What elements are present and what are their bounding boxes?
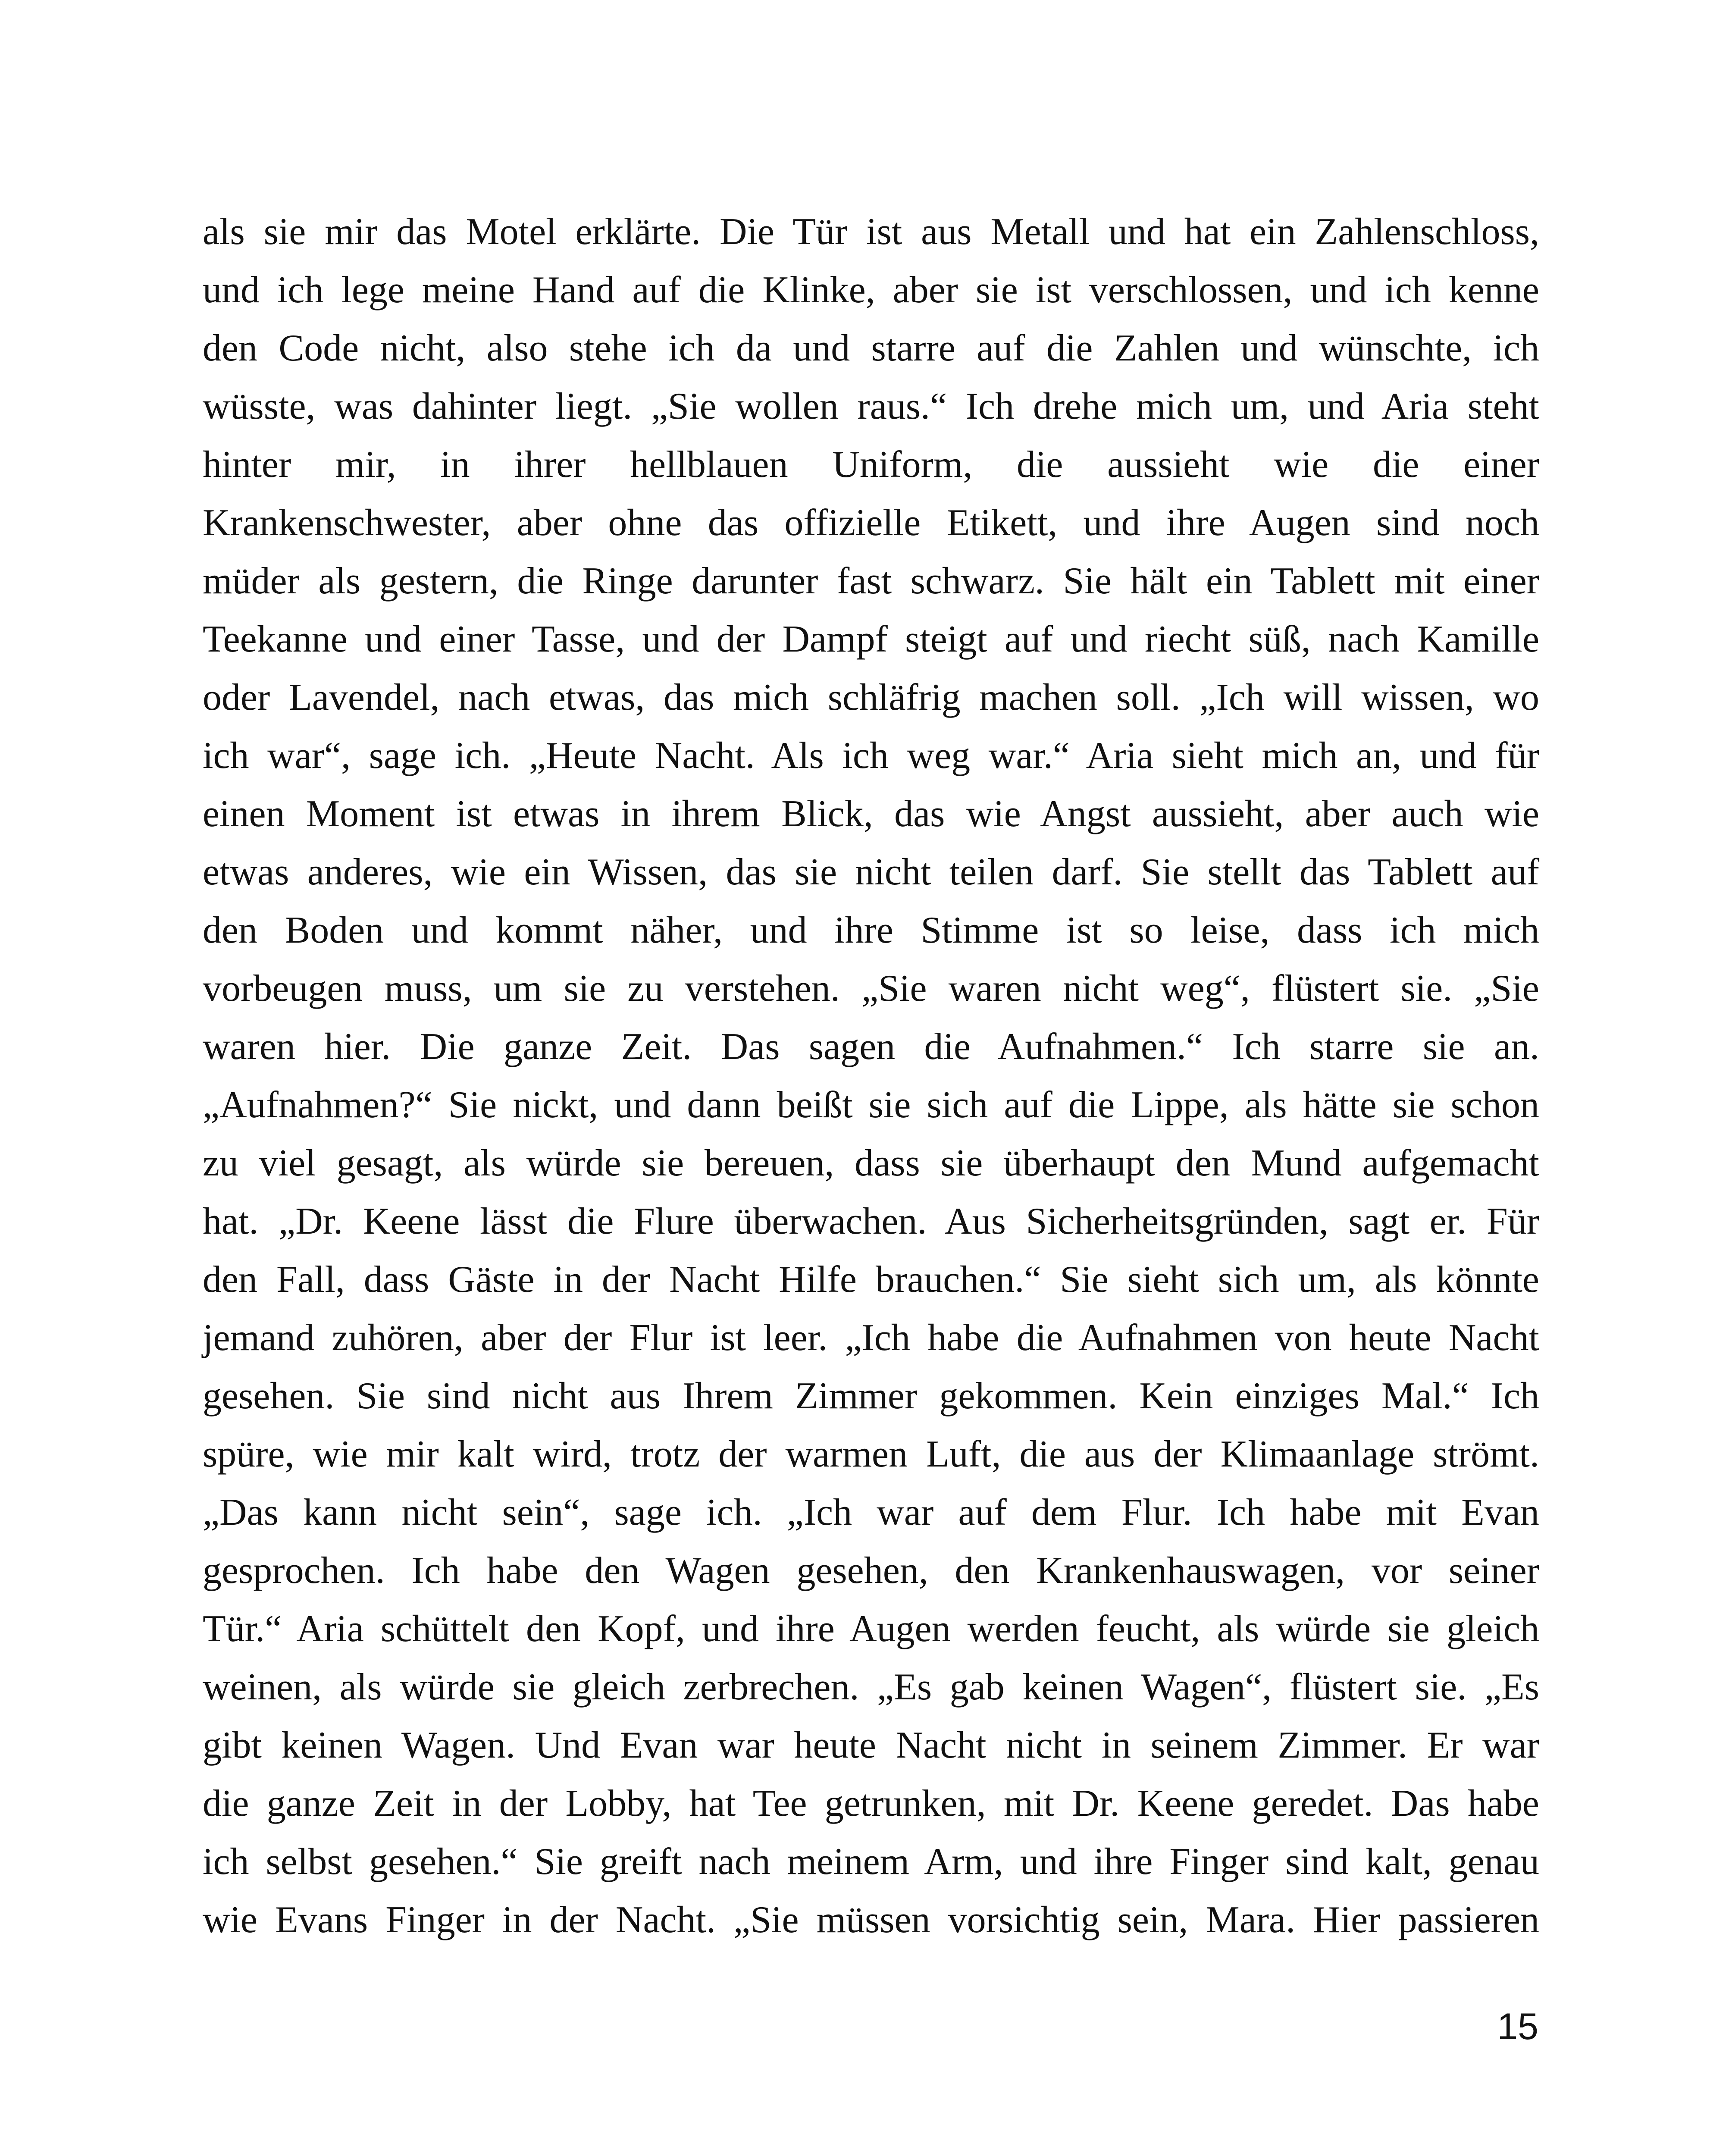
text-line: „Das kann nicht sein“, sage ich. „Ich war auf dem Flur. Ich habe mit Evan bbox=[203, 1492, 1539, 1533]
text-line: Teekanne und einer Tasse, und der Dampf steigt auf und riecht süß, nach Kamille bbox=[203, 618, 1539, 660]
text-line: die ganze Zeit in der Lobby, hat Tee getrunken, mit Dr. Keene geredet. Das habe bbox=[203, 1783, 1539, 1824]
text-line: spüre, wie mir kalt wird, trotz der warmen Luft, die aus der Klimaanlage strömt. bbox=[203, 1433, 1539, 1475]
page-number: 15 bbox=[1497, 2006, 1538, 2047]
text-line: jemand zuhören, aber der Flur ist leer. „Ich habe die Aufnahmen von heute Nacht bbox=[203, 1317, 1539, 1359]
text-line: weinen, als würde sie gleich zerbrechen. „Es gab keinen Wagen“, flüstert sie. „Es bbox=[203, 1666, 1539, 1708]
text-line: hinter mir, in ihrer hellblauen Uniform, die aussieht wie die einer bbox=[203, 444, 1539, 486]
text-line: ich war“, sage ich. „Heute Nacht. Als ich weg war.“ Aria sieht mich an, und für bbox=[203, 735, 1539, 777]
text-line: gesprochen. Ich habe den Wagen gesehen, den Krankenhauswagen, vor seiner bbox=[203, 1550, 1539, 1592]
text-line: waren hier. Die ganze Zeit. Das sagen die Aufnahmen.“ Ich starre sie an. bbox=[203, 1026, 1539, 1068]
text-line: etwas anderes, wie ein Wissen, das sie nicht teilen darf. Sie stellt das Tablett auf bbox=[203, 851, 1539, 893]
text-line: den Fall, dass Gäste in der Nacht Hilfe brauchen.“ Sie sieht sich um, als könnte bbox=[203, 1259, 1539, 1300]
text-line: müder als gestern, die Ringe darunter fast schwarz. Sie hält ein Tablett mit einer bbox=[203, 560, 1539, 602]
text-line: den Code nicht, also stehe ich da und starre auf die Zahlen und wünschte, ich bbox=[203, 327, 1539, 369]
text-line: hat. „Dr. Keene lässt die Flure überwachen. Aus Sicherheitsgründen, sagt er. Für bbox=[203, 1200, 1539, 1242]
text-line: ich selbst gesehen.“ Sie greift nach meinem Arm, und ihre Finger sind kalt, genau bbox=[203, 1841, 1539, 1883]
text-line: als sie mir das Motel erklärte. Die Tür ist aus Metall und hat ein Zahlenschloss, bbox=[203, 211, 1539, 253]
text-line: gibt keinen Wagen. Und Evan war heute Nacht nicht in seinem Zimmer. Er war bbox=[203, 1724, 1539, 1766]
text-line: einen Moment ist etwas in ihrem Blick, das wie Angst aussieht, aber auch wie bbox=[203, 793, 1539, 835]
text-line: vorbeugen muss, um sie zu verstehen. „Sie waren nicht weg“, flüstert sie. „Sie bbox=[203, 968, 1539, 1009]
text-line: wüsste, was dahinter liegt. „Sie wollen raus.“ Ich drehe mich um, und Aria steht bbox=[203, 385, 1539, 427]
text-line: gesehen. Sie sind nicht aus Ihrem Zimmer gekommen. Kein einziges Mal.“ Ich bbox=[203, 1375, 1539, 1417]
text-line: Tür.“ Aria schüttelt den Kopf, und ihre Augen werden feucht, als würde sie gleich bbox=[203, 1608, 1539, 1650]
text-line: den Boden und kommt näher, und ihre Stimme ist so leise, dass ich mich bbox=[203, 909, 1539, 951]
text-line: wie Evans Finger in der Nacht. „Sie müssen vorsichtig sein, Mara. Hier passieren bbox=[203, 1899, 1539, 1941]
text-line: oder Lavendel, nach etwas, das mich schläfrig machen soll. „Ich will wissen, wo bbox=[203, 677, 1539, 718]
text-line: zu viel gesagt, als würde sie bereuen, dass sie überhaupt den Mund aufgemacht bbox=[203, 1142, 1539, 1184]
body-paragraph bbox=[203, 203, 1539, 1949]
text-line: Krankenschwester, aber ohne das offizielle Etikett, und ihre Augen sind noch bbox=[203, 502, 1539, 544]
text-line: und ich lege meine Hand auf die Klinke, aber sie ist verschlossen, und ich kenne bbox=[203, 269, 1539, 311]
text-line: „Aufnahmen?“ Sie nickt, und dann beißt sie sich auf die Lippe, als hätte sie schon bbox=[203, 1084, 1539, 1126]
